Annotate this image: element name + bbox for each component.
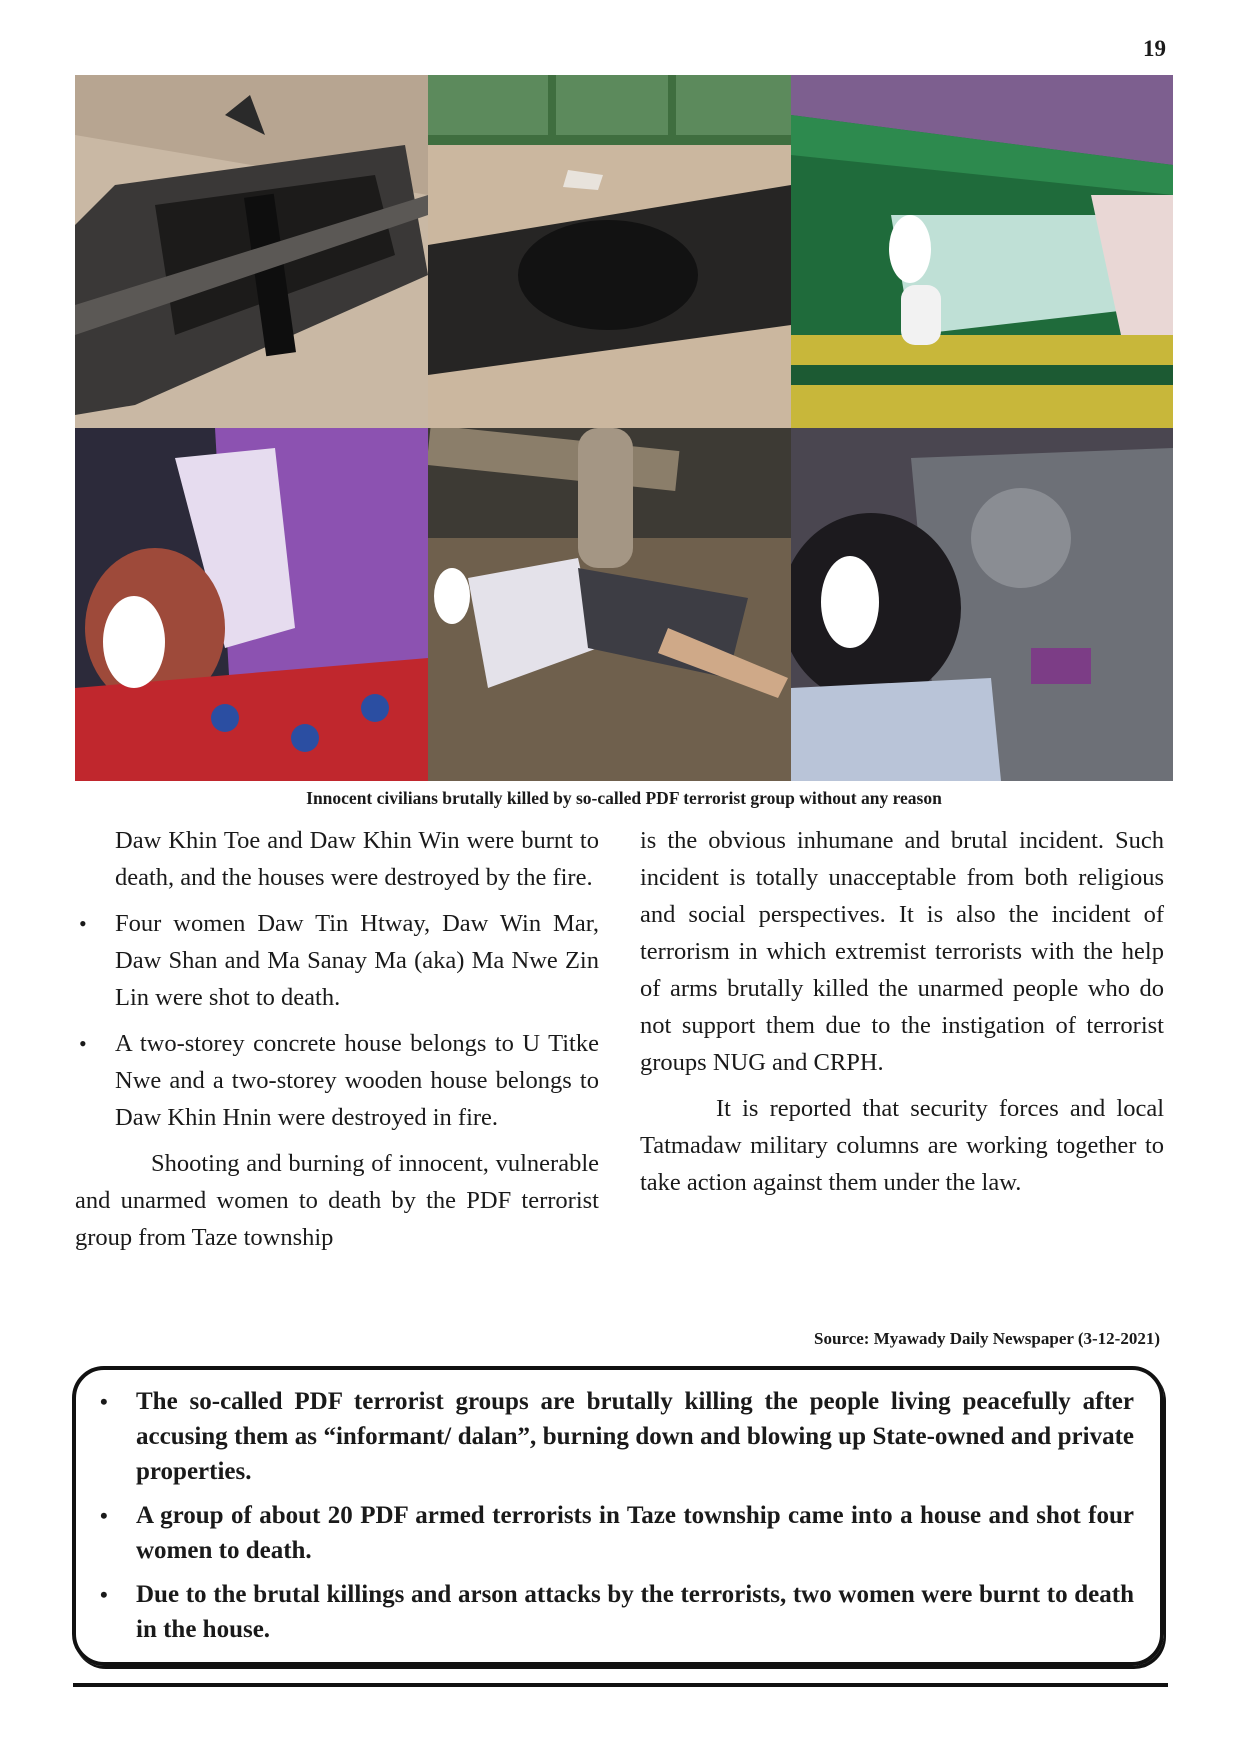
photo-wrapped-victim (791, 75, 1173, 428)
face-blur (821, 556, 879, 648)
left-column (75, 822, 599, 1256)
intro-paragraph: Daw Khin Toe and Daw Khin Win were burnt to death, and the houses were destroyed by the fire. (115, 827, 599, 891)
photo-victim-grey-hoodie (791, 428, 1173, 781)
summary-item: • A group of about 20 PDF armed terrorists in Taze township came into a house and shot four women to death. (98, 1498, 1134, 1568)
face-blur (889, 215, 931, 283)
photo-caption: Innocent civilians brutally killed by so-called PDF terrorist group without any reason (306, 788, 942, 808)
summary-item: • Due to the brutal killings and arson attacks by the terrorists, two women were burnt to death in the house. (98, 1577, 1134, 1647)
photo-burnt-remains-2 (428, 75, 791, 428)
photo-grid (75, 75, 1173, 781)
list-item: • Four women Daw Tin Htway, Daw Win Mar, Daw Shan and Ma Sanay Ma (aka) Ma Nwe Zin Lin were shot to death. (75, 905, 599, 1016)
face-blur (434, 568, 470, 624)
photo-burnt-remains-1 (75, 75, 428, 428)
photo-victim-on-floor (428, 428, 791, 781)
paragraph: It is reported that security forces and local Tatmadaw military columns are working together to take action against them under the law. (640, 1095, 1164, 1196)
face-blur (103, 596, 165, 688)
source-citation: Source: Myawady Daily Newspaper (3-12-2021) (814, 1329, 1160, 1348)
incident-list (75, 905, 599, 1136)
page-number: 19 (1143, 36, 1166, 61)
continuation-paragraph: is the obvious inhumane and brutal incident. Such incident is totally unacceptable from both religious and social perspectives. It is also the incident of terrorism in which extremist terrorists with the help of arms brutally killed the unarmed people who do not support them due to the instigation of terrorist groups NUG and CRPH. (640, 827, 1164, 1076)
summary-item: • The so-called PDF terrorist groups are brutally killing the people living peacefully after accusing them as “informant/ dalan”, burning down and blowing up State-owned and private properties. (98, 1384, 1134, 1489)
photo-victim-purple-cloth (75, 428, 428, 781)
summary-box (72, 1366, 1164, 1666)
list-item: • A two-storey concrete house belongs to U Titke Nwe and a two-storey wooden house belongs to Daw Khin Hnin were destroyed in fire. (75, 1025, 599, 1136)
right-column (640, 822, 1164, 1201)
paragraph: Shooting and burning of innocent, vulnerable and unarmed women to death by the PDF terrorist group from Taze township (75, 1150, 599, 1251)
bottom-rule (73, 1683, 1168, 1687)
